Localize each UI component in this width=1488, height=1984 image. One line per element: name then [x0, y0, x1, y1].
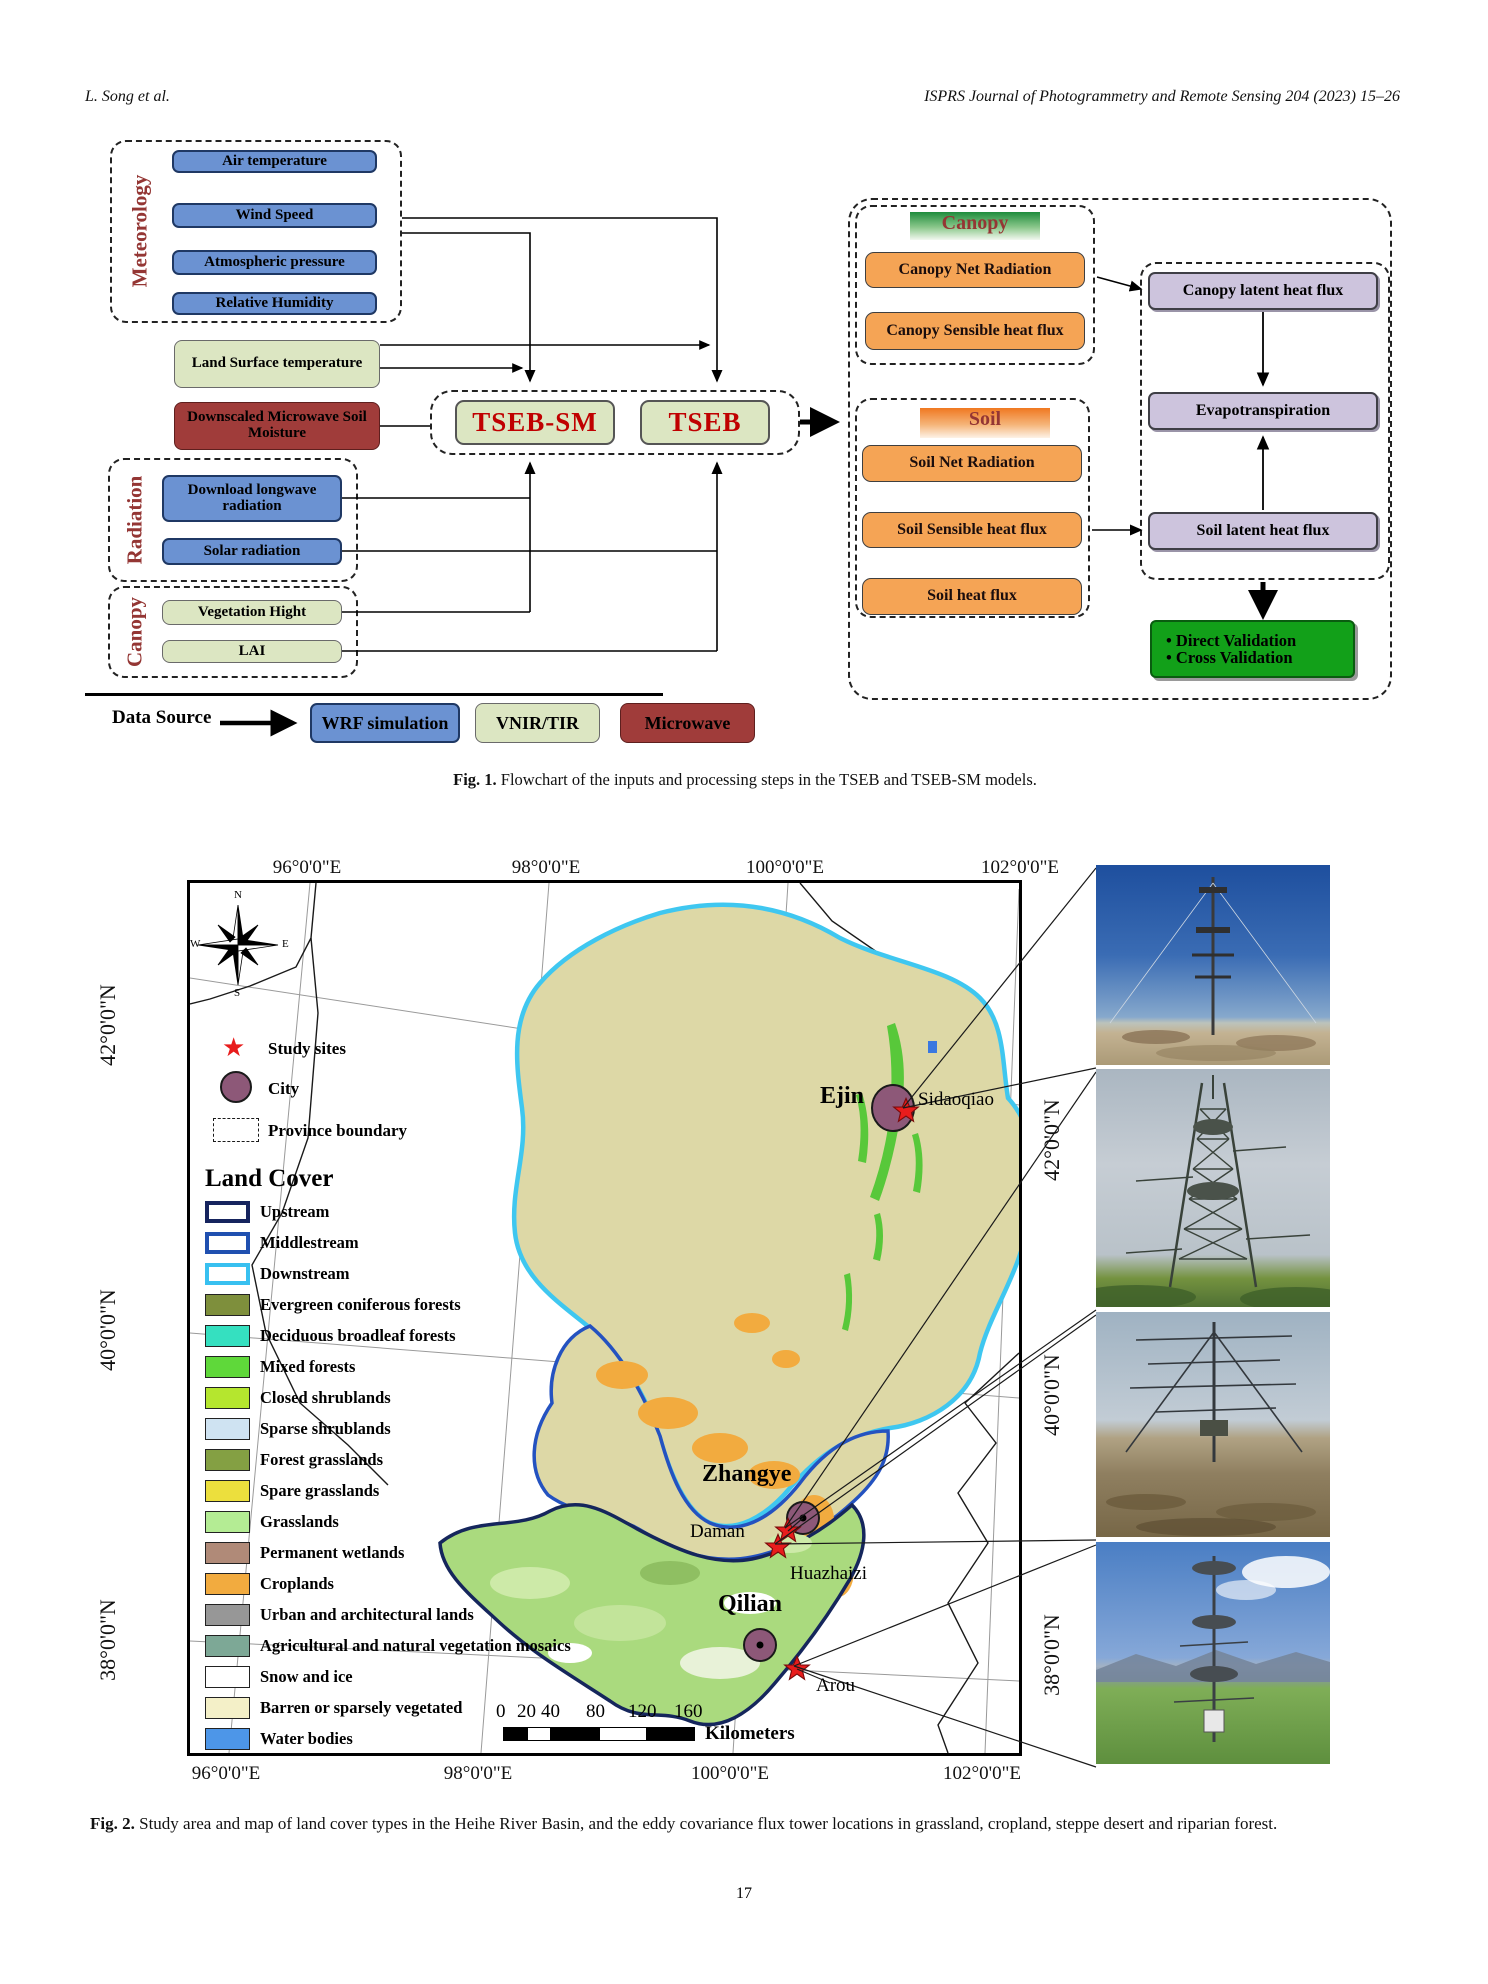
canopy-input-group-label: Canopy [122, 596, 147, 668]
relative-humidity-box: Relative Humidity [172, 292, 377, 315]
lai-box: LAI [162, 640, 342, 663]
meteorology-group-label: Meteorology [127, 174, 152, 288]
swatch-grasslands [205, 1511, 250, 1533]
download-longwave-radiation-box: Download longwave radiation [162, 475, 342, 522]
axis-right-38n: 38°0'0"N [1039, 1614, 1064, 1696]
legend-label: Spare grasslands [260, 1481, 380, 1500]
legend-label: Barren or sparsely vegetated [260, 1698, 463, 1717]
flux-tower-photo-steppe [1096, 1312, 1330, 1537]
compass-rose [198, 905, 278, 985]
tseb-model-box: TSEB [640, 400, 770, 445]
legend-label: Agricultural and natural vegetation mosaics [260, 1636, 571, 1655]
wrf-simulation-box: WRF simulation [310, 703, 460, 743]
figure-1-flowchart [85, 115, 1405, 795]
canopy-sensible-heat-flux-box: Canopy Sensible heat flux [865, 312, 1085, 350]
axis-right-40n: 40°0'0"N [1039, 1354, 1064, 1436]
evapotranspiration-box: Evapotranspiration [1148, 392, 1378, 430]
scale-tick-20: 20 [517, 1701, 536, 1722]
daman-label: Daman [690, 1521, 745, 1542]
canopy-output-header: Canopy [910, 212, 1040, 240]
downscaled-microwave-soil-moisture-box: Downscaled Microwave Soil Moisture [174, 402, 380, 450]
swatch-water-bodies [205, 1728, 250, 1750]
sidaoqiao-label: Sidaoqiao [918, 1089, 994, 1110]
scale-tick-160: 160 [674, 1701, 703, 1722]
page-number: 17 [736, 1885, 752, 1902]
scale-tick-120: 120 [628, 1701, 657, 1722]
swatch-forest-grasslands [205, 1449, 250, 1471]
flux-tower-photo-cropland [1096, 1069, 1330, 1307]
legend-label: Forest grasslands [260, 1450, 383, 1469]
validation-box [1150, 620, 1355, 678]
legend-label: Urban and architectural lands [260, 1605, 474, 1624]
swatch-closed-shrublands [205, 1387, 250, 1409]
flux-tower-photos [1096, 865, 1330, 1764]
atmospheric-pressure-box: Atmospheric pressure [172, 250, 377, 275]
axis-right-42n: 42°0'0"N [1039, 1099, 1064, 1181]
axis-bottom-96e: 96°0'0"E [191, 1763, 261, 1784]
axis-bottom-102e: 102°0'0"E [943, 1763, 1021, 1784]
header-journal: ISPRS Journal of Photogrammetry and Remote Sensing 204 (2023) 15–26 [924, 88, 1400, 105]
scalebar-unit: Kilometers [705, 1723, 795, 1744]
data-source-divider [85, 693, 663, 696]
legend-star-icon: ★ [222, 1033, 246, 1062]
soil-sensible-heat-flux-box: Soil Sensible heat flux [862, 512, 1082, 548]
tseb-sm-model-box: TSEB-SM [455, 400, 615, 445]
wind-speed-box: Wind Speed [172, 203, 377, 228]
legend-label: Mixed forests [260, 1357, 356, 1376]
swatch-agricultural-mosaics [205, 1635, 250, 1657]
map-canvas [187, 880, 1022, 1756]
microwave-box: Microwave [620, 703, 755, 743]
legend-label: Middlestream [260, 1233, 359, 1252]
vegetation-hight-box: Vegetation Hight [162, 600, 342, 625]
figure-2-caption-text: Study area and map of land cover types in the Heihe River Basin, and the eddy covariance flux tower locations in grassland, cropland, steppe desert and riparian forest. [139, 1814, 1278, 1833]
legend-label: Croplands [260, 1574, 334, 1593]
cross-validation-item: • Cross Validation [1166, 649, 1293, 666]
figure-1-caption [85, 770, 1405, 790]
compass-s: S [234, 987, 241, 999]
legend-label: Closed shrublands [260, 1388, 391, 1407]
legend-label: Grasslands [260, 1512, 339, 1531]
swatch-upstream [205, 1201, 250, 1223]
axis-left-40n: 40°0'0"N [95, 1289, 120, 1371]
swatch-evergreen [205, 1294, 250, 1316]
legend-label: Deciduous broadleaf forests [260, 1326, 456, 1345]
compass-n: N [234, 889, 242, 901]
swatch-snow-ice [205, 1666, 250, 1688]
radiation-group-label: Radiation [122, 475, 147, 565]
figure-2-caption [90, 1812, 1420, 1837]
soil-heat-flux-box: Soil heat flux [862, 578, 1082, 615]
header-author: L. Song et al. [85, 88, 170, 105]
axis-bottom-98e: 98°0'0"E [443, 1763, 513, 1784]
figure-1-caption-label: Fig. 1. [453, 770, 497, 789]
legend-label: Evergreen coniferous forests [260, 1295, 461, 1314]
swatch-barren [205, 1697, 250, 1719]
swatch-croplands [205, 1573, 250, 1595]
scale-tick-40: 40 [541, 1701, 560, 1722]
arou-label: Arou [816, 1675, 856, 1696]
solar-radiation-box: Solar radiation [162, 538, 342, 565]
scalebar-segment [527, 1727, 551, 1741]
axis-left-42n: 42°0'0"N [95, 984, 120, 1066]
canopy-latent-heat-flux-box: Canopy latent heat flux [1148, 272, 1378, 310]
swatch-permanent-wetlands [205, 1542, 250, 1564]
data-source-label: Data Source [112, 707, 212, 728]
axis-left-38n: 38°0'0"N [95, 1599, 120, 1681]
swatch-mixed-forests [205, 1356, 250, 1378]
legend-province-boundary-icon [213, 1118, 259, 1142]
compass-e: E [282, 938, 289, 950]
swatch-urban [205, 1604, 250, 1626]
swatch-deciduous [205, 1325, 250, 1347]
swatch-spare-grasslands [205, 1480, 250, 1502]
scalebar-segment [551, 1727, 599, 1741]
legend-city-label: City [268, 1079, 300, 1098]
soil-output-header: Soil [920, 408, 1050, 438]
canopy-net-radiation-box: Canopy Net Radiation [865, 252, 1085, 288]
legend-label: Water bodies [260, 1729, 353, 1748]
ejin-label: Ejin [820, 1083, 865, 1109]
air-temperature-box: Air temperature [172, 150, 377, 173]
huazhaizi-label: Huazhaizi [790, 1563, 868, 1584]
figure-1-caption-text: Flowchart of the inputs and processing steps in the TSEB and TSEB-SM models. [500, 770, 1037, 789]
water-marker [928, 1041, 937, 1053]
legend-province-boundary-label: Province boundary [268, 1121, 408, 1140]
legend-label: Sparse shrublands [260, 1419, 391, 1438]
compass-w: W [190, 938, 201, 950]
page-header [85, 88, 1400, 106]
scalebar-segment [599, 1727, 647, 1741]
swatch-middlestream [205, 1232, 250, 1254]
land-cover-title: Land Cover [205, 1165, 334, 1192]
axis-top-98e: 98°0'0"E [511, 857, 581, 878]
flux-tower-photo-grassland [1096, 1542, 1330, 1764]
legend-label: Downstream [260, 1264, 350, 1283]
flux-tower-photo-riparian [1096, 865, 1330, 1065]
zhangye-label: Zhangye [702, 1461, 792, 1487]
axis-top-100e: 100°0'0"E [746, 857, 824, 878]
soil-net-radiation-box: Soil Net Radiation [862, 445, 1082, 482]
land-surface-temperature-box: Land Surface temperature [174, 340, 380, 388]
figure-2-map [90, 855, 1420, 1790]
vnir-tir-box: VNIR/TIR [475, 703, 600, 743]
legend-study-sites-label: Study sites [268, 1039, 346, 1058]
scale-tick-0: 0 [496, 1701, 506, 1722]
soil-latent-heat-flux-box: Soil latent heat flux [1148, 512, 1378, 550]
axis-top-96e: 96°0'0"E [272, 857, 342, 878]
legend-city-icon [220, 1071, 252, 1103]
legend-label: Snow and ice [260, 1667, 353, 1686]
direct-validation-item: • Direct Validation [1166, 632, 1296, 649]
legend-label: Upstream [260, 1202, 330, 1221]
swatch-downstream [205, 1263, 250, 1285]
figure-2-caption-label: Fig. 2. [90, 1814, 135, 1833]
scalebar-segment [503, 1727, 527, 1741]
qilian-label: Qilian [718, 1591, 783, 1617]
scale-tick-80: 80 [586, 1701, 605, 1722]
axis-bottom-100e: 100°0'0"E [691, 1763, 769, 1784]
axis-top-102e: 102°0'0"E [981, 857, 1059, 878]
swatch-sparse-shrublands [205, 1418, 250, 1440]
scalebar-segment [647, 1727, 695, 1741]
legend-label: Permanent wetlands [260, 1543, 405, 1562]
